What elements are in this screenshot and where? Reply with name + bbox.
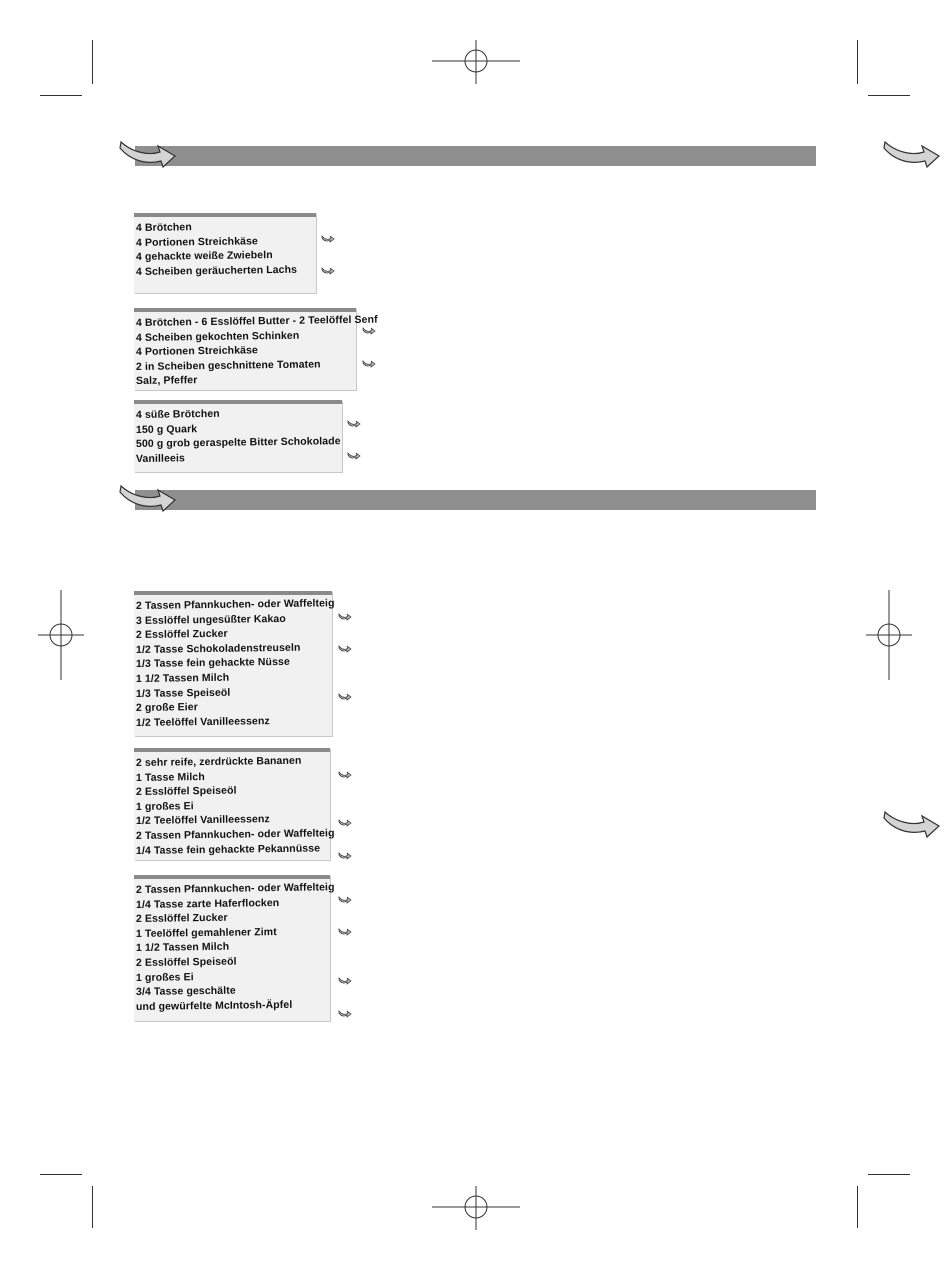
small-curved-arrow-icon — [338, 895, 352, 904]
small-curved-arrow-icon — [338, 818, 352, 827]
ingredient-line: 4 Scheiben geräucherten Lachs — [135, 263, 298, 278]
crop-mark — [92, 1186, 93, 1228]
small-curved-arrow-icon — [338, 976, 352, 985]
ingredient-card — [134, 308, 378, 390]
curved-arrow-icon — [882, 134, 942, 170]
ingredient-line: 2 Esslöffel Speiseöl — [135, 955, 237, 969]
small-curved-arrow-icon — [347, 451, 361, 460]
crop-mark — [868, 95, 910, 96]
ingredient-line: 2 Esslöffel Zucker — [135, 911, 228, 926]
ingredient-line: 1/2 Teelöffel Vanilleessenz — [135, 714, 270, 729]
curved-arrow-icon — [882, 804, 942, 840]
ingredient-card — [134, 213, 316, 293]
ingredient-line: 150 g Quark — [135, 422, 198, 436]
ingredient-line: 1 1/2 Tassen Milch — [135, 671, 230, 685]
ingredient-line: 1 Teelöffel gemahlener Zimt — [135, 925, 277, 940]
small-curved-arrow-icon — [321, 266, 335, 275]
small-curved-arrow-icon — [338, 770, 352, 779]
ingredient-line: 4 süße Brötchen — [135, 407, 220, 421]
ingredient-line: 2 Tassen Pfannkuchen- oder Waffelteig — [135, 827, 335, 842]
crop-mark — [868, 1174, 910, 1175]
registration-mark-icon — [38, 590, 84, 680]
ingredient-line: 4 Scheiben gekochten Schinken — [135, 329, 300, 344]
registration-mark-icon — [432, 40, 520, 84]
ingredient-line: 2 sehr reife, zerdrückte Bananen — [135, 754, 302, 769]
ingredient-line: 2 Tassen Pfannkuchen- oder Waffelteig — [135, 597, 335, 612]
ingredient-line: 2 Esslöffel Zucker — [135, 627, 228, 642]
ingredient-line: 4 Portionen Streichkäse — [135, 234, 259, 249]
ingredient-line: 1 großes Ei — [135, 970, 194, 984]
ingredient-line: 2 große Eier — [135, 701, 198, 715]
ingredient-line: 1/4 Tasse zarte Haferflocken — [135, 896, 280, 911]
ingredient-card — [134, 400, 342, 472]
small-curved-arrow-icon — [362, 359, 376, 368]
curved-arrow-icon — [118, 478, 178, 514]
ingredient-line: 1 großes Ei — [135, 799, 194, 813]
ingredient-card — [134, 875, 335, 1021]
section-header-bar — [135, 490, 816, 510]
ingredient-line: 1/4 Tasse fein gehackte Pekannüsse — [135, 841, 321, 857]
registration-mark-icon — [432, 1186, 520, 1230]
ingredient-line: 1 Tasse Milch — [135, 770, 205, 784]
ingredient-line: 3 Esslöffel ungesüßter Kakao — [135, 612, 286, 627]
small-curved-arrow-icon — [338, 927, 352, 936]
small-curved-arrow-icon — [347, 419, 361, 428]
ingredient-card — [134, 748, 335, 860]
crop-mark — [92, 40, 93, 84]
ingredient-line: 4 Brötchen - 6 Esslöffel Butter - 2 Teelöffel Senf — [135, 313, 378, 329]
crop-mark — [40, 1174, 82, 1175]
ingredient-line: 4 gehackte weiße Zwiebeln — [135, 249, 273, 264]
small-curved-arrow-icon — [362, 326, 376, 335]
ingredient-line: 3/4 Tasse geschälte — [135, 984, 236, 999]
ingredient-line: 1/3 Tasse fein gehackte Nüsse — [135, 656, 290, 671]
ingredient-line: 2 Tassen Pfannkuchen- oder Waffelteig — [135, 881, 335, 896]
ingredient-line: 500 g grob geraspelte Bitter Schokolade — [135, 435, 341, 451]
ingredient-line: 1/2 Tasse Schokoladenstreuseln — [135, 641, 301, 656]
small-curved-arrow-icon — [321, 234, 335, 243]
small-curved-arrow-icon — [338, 612, 352, 621]
ingredient-line: 4 Brötchen — [135, 221, 192, 234]
ingredient-line: 2 in Scheiben geschnittene Tomaten — [135, 358, 321, 373]
registration-mark-icon — [866, 590, 912, 680]
ingredient-line: 1/3 Tasse Speiseöl — [135, 686, 231, 700]
small-curved-arrow-icon — [338, 1009, 352, 1018]
ingredient-card — [134, 591, 335, 736]
small-curved-arrow-icon — [338, 851, 352, 860]
crop-mark — [857, 1186, 858, 1228]
ingredient-line: Salz, Pfeffer — [135, 374, 198, 388]
ingredient-line: 1 1/2 Tassen Milch — [135, 941, 230, 955]
ingredient-line: 4 Portionen Streichkäse — [135, 344, 259, 359]
section-header-bar — [135, 146, 816, 166]
ingredient-line: Vanilleeis — [135, 452, 185, 465]
crop-mark — [857, 40, 858, 84]
ingredient-line: 1/2 Teelöffel Vanilleessenz — [135, 813, 270, 828]
crop-mark — [40, 95, 82, 96]
curved-arrow-icon — [118, 134, 178, 170]
small-curved-arrow-icon — [338, 644, 352, 653]
ingredient-line: 2 Esslöffel Speiseöl — [135, 784, 237, 799]
ingredient-line: und gewürfelte McIntosh-Äpfel — [135, 998, 293, 1013]
small-curved-arrow-icon — [338, 692, 352, 701]
